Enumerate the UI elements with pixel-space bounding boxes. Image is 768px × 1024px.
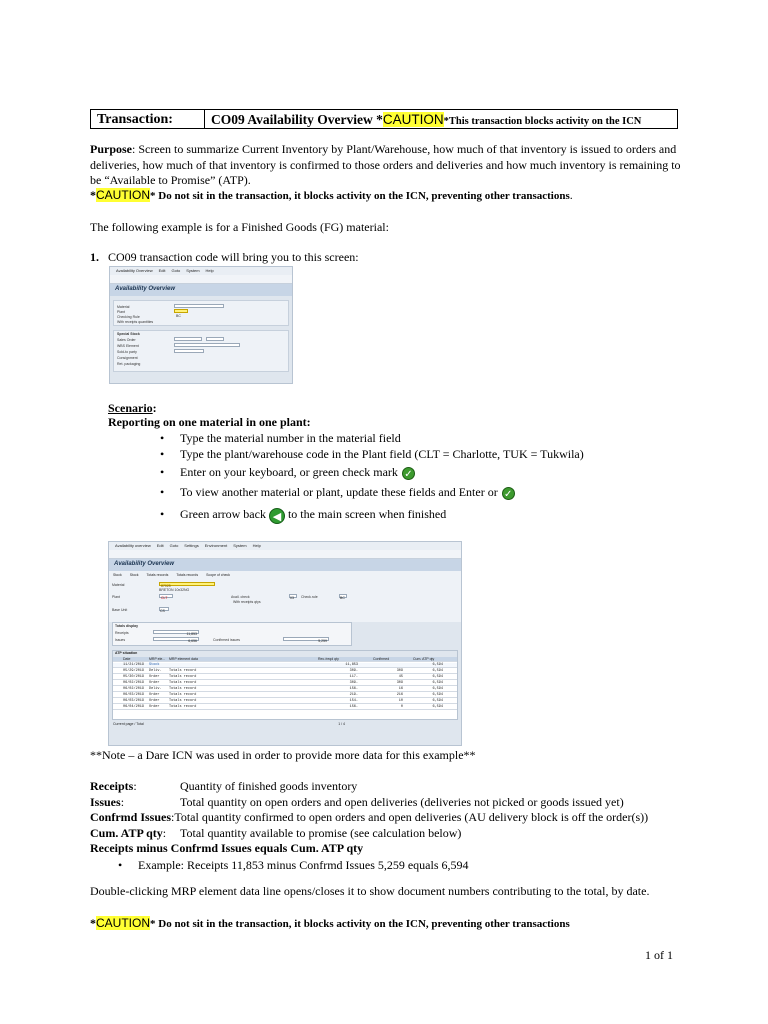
table-cell: 309- xyxy=(349,669,358,674)
table-cell: Totals record xyxy=(169,699,197,704)
sap-app-toolbar xyxy=(109,571,461,580)
sap-special-stock-panel: Special Stock Sales Order WBS Element Sold-to party Consignment Ret. packaging xyxy=(113,330,289,372)
sap-menubar: Availability overview Edit Goto Settings Environment System Help xyxy=(109,542,461,550)
stock-button[interactable]: Stock xyxy=(113,572,122,577)
table-header: Date MRP ele... MRP element data Rec./reqd qty Confirmed Cum. ATP qty xyxy=(113,657,457,662)
sold-to-field[interactable] xyxy=(174,349,204,353)
sap-header-fields: Material 87025 BRETON 10x32NG Plant CLT Avail. check 03 Check.rule BC With receipts qtys Base Unit CS xyxy=(109,580,461,622)
formula: Receipts minus Confrmd Issues equals Cum. ATP qty xyxy=(90,841,364,856)
table-cell: 06/04/2019 xyxy=(123,705,145,710)
table-cell: 0 xyxy=(400,705,403,710)
scenario-title: Scenario: xyxy=(108,401,157,415)
intro-text: The following example is for a Finished Goods (FG) material: xyxy=(90,220,389,234)
table-cell: Totals record xyxy=(169,669,197,674)
stock-button-2[interactable]: Stock xyxy=(129,572,139,577)
caution-highlight: CAUTION xyxy=(382,112,444,127)
list-item: • Green arrow back ◀ to the main screen when finished xyxy=(160,507,700,524)
table-cell: 06/02/2019 xyxy=(123,687,145,692)
table-cell: 156- xyxy=(349,687,358,692)
table-cell: 06/03/2019 xyxy=(123,693,145,698)
purpose-paragraph: Purpose: Screen to summarize Current Inventory by Plant/Warehouse, how much of that inventory is issued to orders and deliveries, how much of that inventory is confirmed to those orders and deliveries and how much inventory is remaining to be “Available to Promise” (ATP). xyxy=(90,142,681,188)
base-unit-field: CS xyxy=(159,607,169,611)
step-1: 1. CO09 transaction code will bring you to this screen: xyxy=(90,250,359,264)
table-cell: Totals record xyxy=(169,681,197,686)
totals-display-panel: Totals display Receipts Issues 11,853 6,656 Confirmed issues 5,259 xyxy=(112,622,352,646)
table-cell: 117- xyxy=(349,675,358,680)
sap-screenshot-initial xyxy=(109,266,293,384)
sap-screen-title: Availability Overview xyxy=(109,559,461,571)
table-cell: 6,594 xyxy=(432,687,443,692)
table-cell: Totals record xyxy=(169,693,197,698)
sap-menubar: Availability Overview Edit Goto System Help xyxy=(110,267,292,275)
list-item: • To view another material or plant, update these fields and Enter or ✓ xyxy=(160,485,700,507)
page-number: 1 of 1 xyxy=(645,948,673,962)
scenario-heading: Reporting on one material in one plant: xyxy=(108,415,311,429)
table-cell: 6,594 xyxy=(432,675,443,680)
table-cell: Order xyxy=(149,675,160,680)
green-back-arrow-icon: ◀ xyxy=(269,508,285,524)
table-cell: 45 xyxy=(398,675,403,680)
sap-toolbar xyxy=(109,550,461,559)
list-item: • Type the plant/warehouse code in the Plant field (CLT = Charlotte, TUK = Tukwila) xyxy=(160,447,700,465)
table-cell: 16 xyxy=(398,687,403,692)
sap-selection-panel: Material Plant Checking Rule With receipts quantities BC xyxy=(113,300,289,326)
table-cell: Order xyxy=(149,699,160,704)
table-row[interactable] xyxy=(113,669,457,674)
purpose-caution: *CAUTION* Do not sit in the transaction, it blocks activity on the ICN, preventing other transactions. xyxy=(90,188,573,202)
table-cell: 309 xyxy=(396,669,403,674)
transaction-header xyxy=(90,109,678,129)
table-cell: Order xyxy=(149,681,160,686)
totals-records-button-2[interactable]: Totals records xyxy=(176,572,199,577)
table-cell: Totals record xyxy=(169,687,197,692)
transaction-label: Transaction: xyxy=(91,110,205,128)
table-cell: Order xyxy=(149,693,160,698)
table-cell: 05/30/2019 xyxy=(123,675,145,680)
definition-confirmed: Confrmd Issues: Total quantity confirmed to open orders and open deliveries (AU delivery block is off the order(s)) xyxy=(90,810,649,825)
table-row[interactable] xyxy=(113,699,457,704)
table-cell: Totals record xyxy=(169,675,197,680)
totals-records-button[interactable]: Totals records xyxy=(146,572,169,577)
definitions-list xyxy=(90,779,690,857)
table-cell: 06/02/2019 xyxy=(123,681,145,686)
list-item: • Example: Receipts 11,853 minus Confrmd Issues 5,259 equals 6,594 xyxy=(118,858,658,874)
table-cell: 156- xyxy=(349,705,358,710)
plant-field[interactable]: CLT xyxy=(159,594,173,598)
table-cell: 06/03/2019 xyxy=(123,699,145,704)
sales-order-item-field[interactable] xyxy=(206,337,224,341)
table-cell: Deliv. xyxy=(149,687,162,692)
table-cell: 6,594 xyxy=(432,681,443,686)
bottom-caution: *CAUTION* Do not sit in the transaction, it blocks activity on the ICN, preventing other transactions xyxy=(90,916,570,930)
table-cell: 6,594 xyxy=(432,663,443,668)
table-cell: 309- xyxy=(349,681,358,686)
sap-toolbar xyxy=(110,275,292,284)
transaction-title: CO09 Availability Overview *CAUTION*This transaction blocks activity on the ICN xyxy=(211,112,642,127)
sap-screenshot-results xyxy=(108,541,462,746)
definition-issues: Issues: Total quantity on open orders and open deliveries (deliveries not picked or goods issued yet) xyxy=(90,794,624,809)
table-cell: Totals record xyxy=(169,705,197,710)
sap-screen-title: Availability Overview xyxy=(110,284,292,296)
plant-field[interactable] xyxy=(174,309,188,313)
sap-table-footer: Current page / Total 1 / 4 xyxy=(113,721,345,726)
table-cell: 6,594 xyxy=(432,705,443,710)
doubleclick-text: Double-clicking MRP element data line opens/closes it to show document numbers contributing to the total, by date. xyxy=(90,884,650,898)
table-cell: Deliv. xyxy=(149,669,162,674)
table-row[interactable] xyxy=(113,681,457,686)
table-cell: Stock xyxy=(149,663,160,668)
list-item: • Type the material number in the material field xyxy=(160,431,700,447)
table-cell: 154- xyxy=(349,699,358,704)
table-cell: 6,594 xyxy=(432,699,443,704)
avail-check-field[interactable]: 03 xyxy=(289,594,297,598)
table-cell: 6,594 xyxy=(432,669,443,674)
material-field[interactable]: 87025 xyxy=(159,582,215,586)
sales-order-field[interactable] xyxy=(174,337,202,341)
list-item: • Enter on your keyboard, or green check mark ✓ xyxy=(160,465,700,485)
table-cell: 10 xyxy=(398,699,403,704)
table-cell: 05/29/2019 xyxy=(123,669,145,674)
table-cell: 309 xyxy=(396,681,403,686)
table-row[interactable] xyxy=(113,705,457,710)
example-bullet xyxy=(118,858,658,874)
definition-receipts: Receipts: Quantity of finished goods inventory xyxy=(90,779,358,793)
table-cell: 219- xyxy=(349,693,358,698)
table-cell: Order xyxy=(149,705,160,710)
definition-cum-atp: Cum. ATP qty: Total quantity available to promise (see calculation below) xyxy=(90,825,462,840)
table-cell: 216 xyxy=(396,693,403,698)
check-rule-field[interactable]: BC xyxy=(339,594,347,598)
table-row[interactable] xyxy=(113,687,457,692)
green-check-icon: ✓ xyxy=(502,487,515,500)
table-cell: 6,594 xyxy=(432,693,443,698)
wbs-element-field[interactable] xyxy=(174,343,240,347)
scope-of-check-button[interactable]: Scope of check xyxy=(206,572,231,577)
table-row[interactable] xyxy=(113,663,457,668)
green-check-icon: ✓ xyxy=(402,467,415,480)
note-text: **Note – a Dare ICN was used in order to provide more data for this example** xyxy=(90,748,476,762)
table-row[interactable] xyxy=(113,693,457,698)
material-field[interactable] xyxy=(174,304,224,308)
table-cell: 11/21/2019 xyxy=(123,663,145,668)
atp-situation-table xyxy=(112,650,458,720)
atp-title: ATP situation xyxy=(113,651,457,657)
table-cell: 11,853 xyxy=(345,663,358,668)
scenario-bullets xyxy=(160,431,700,524)
table-row[interactable] xyxy=(113,675,457,680)
